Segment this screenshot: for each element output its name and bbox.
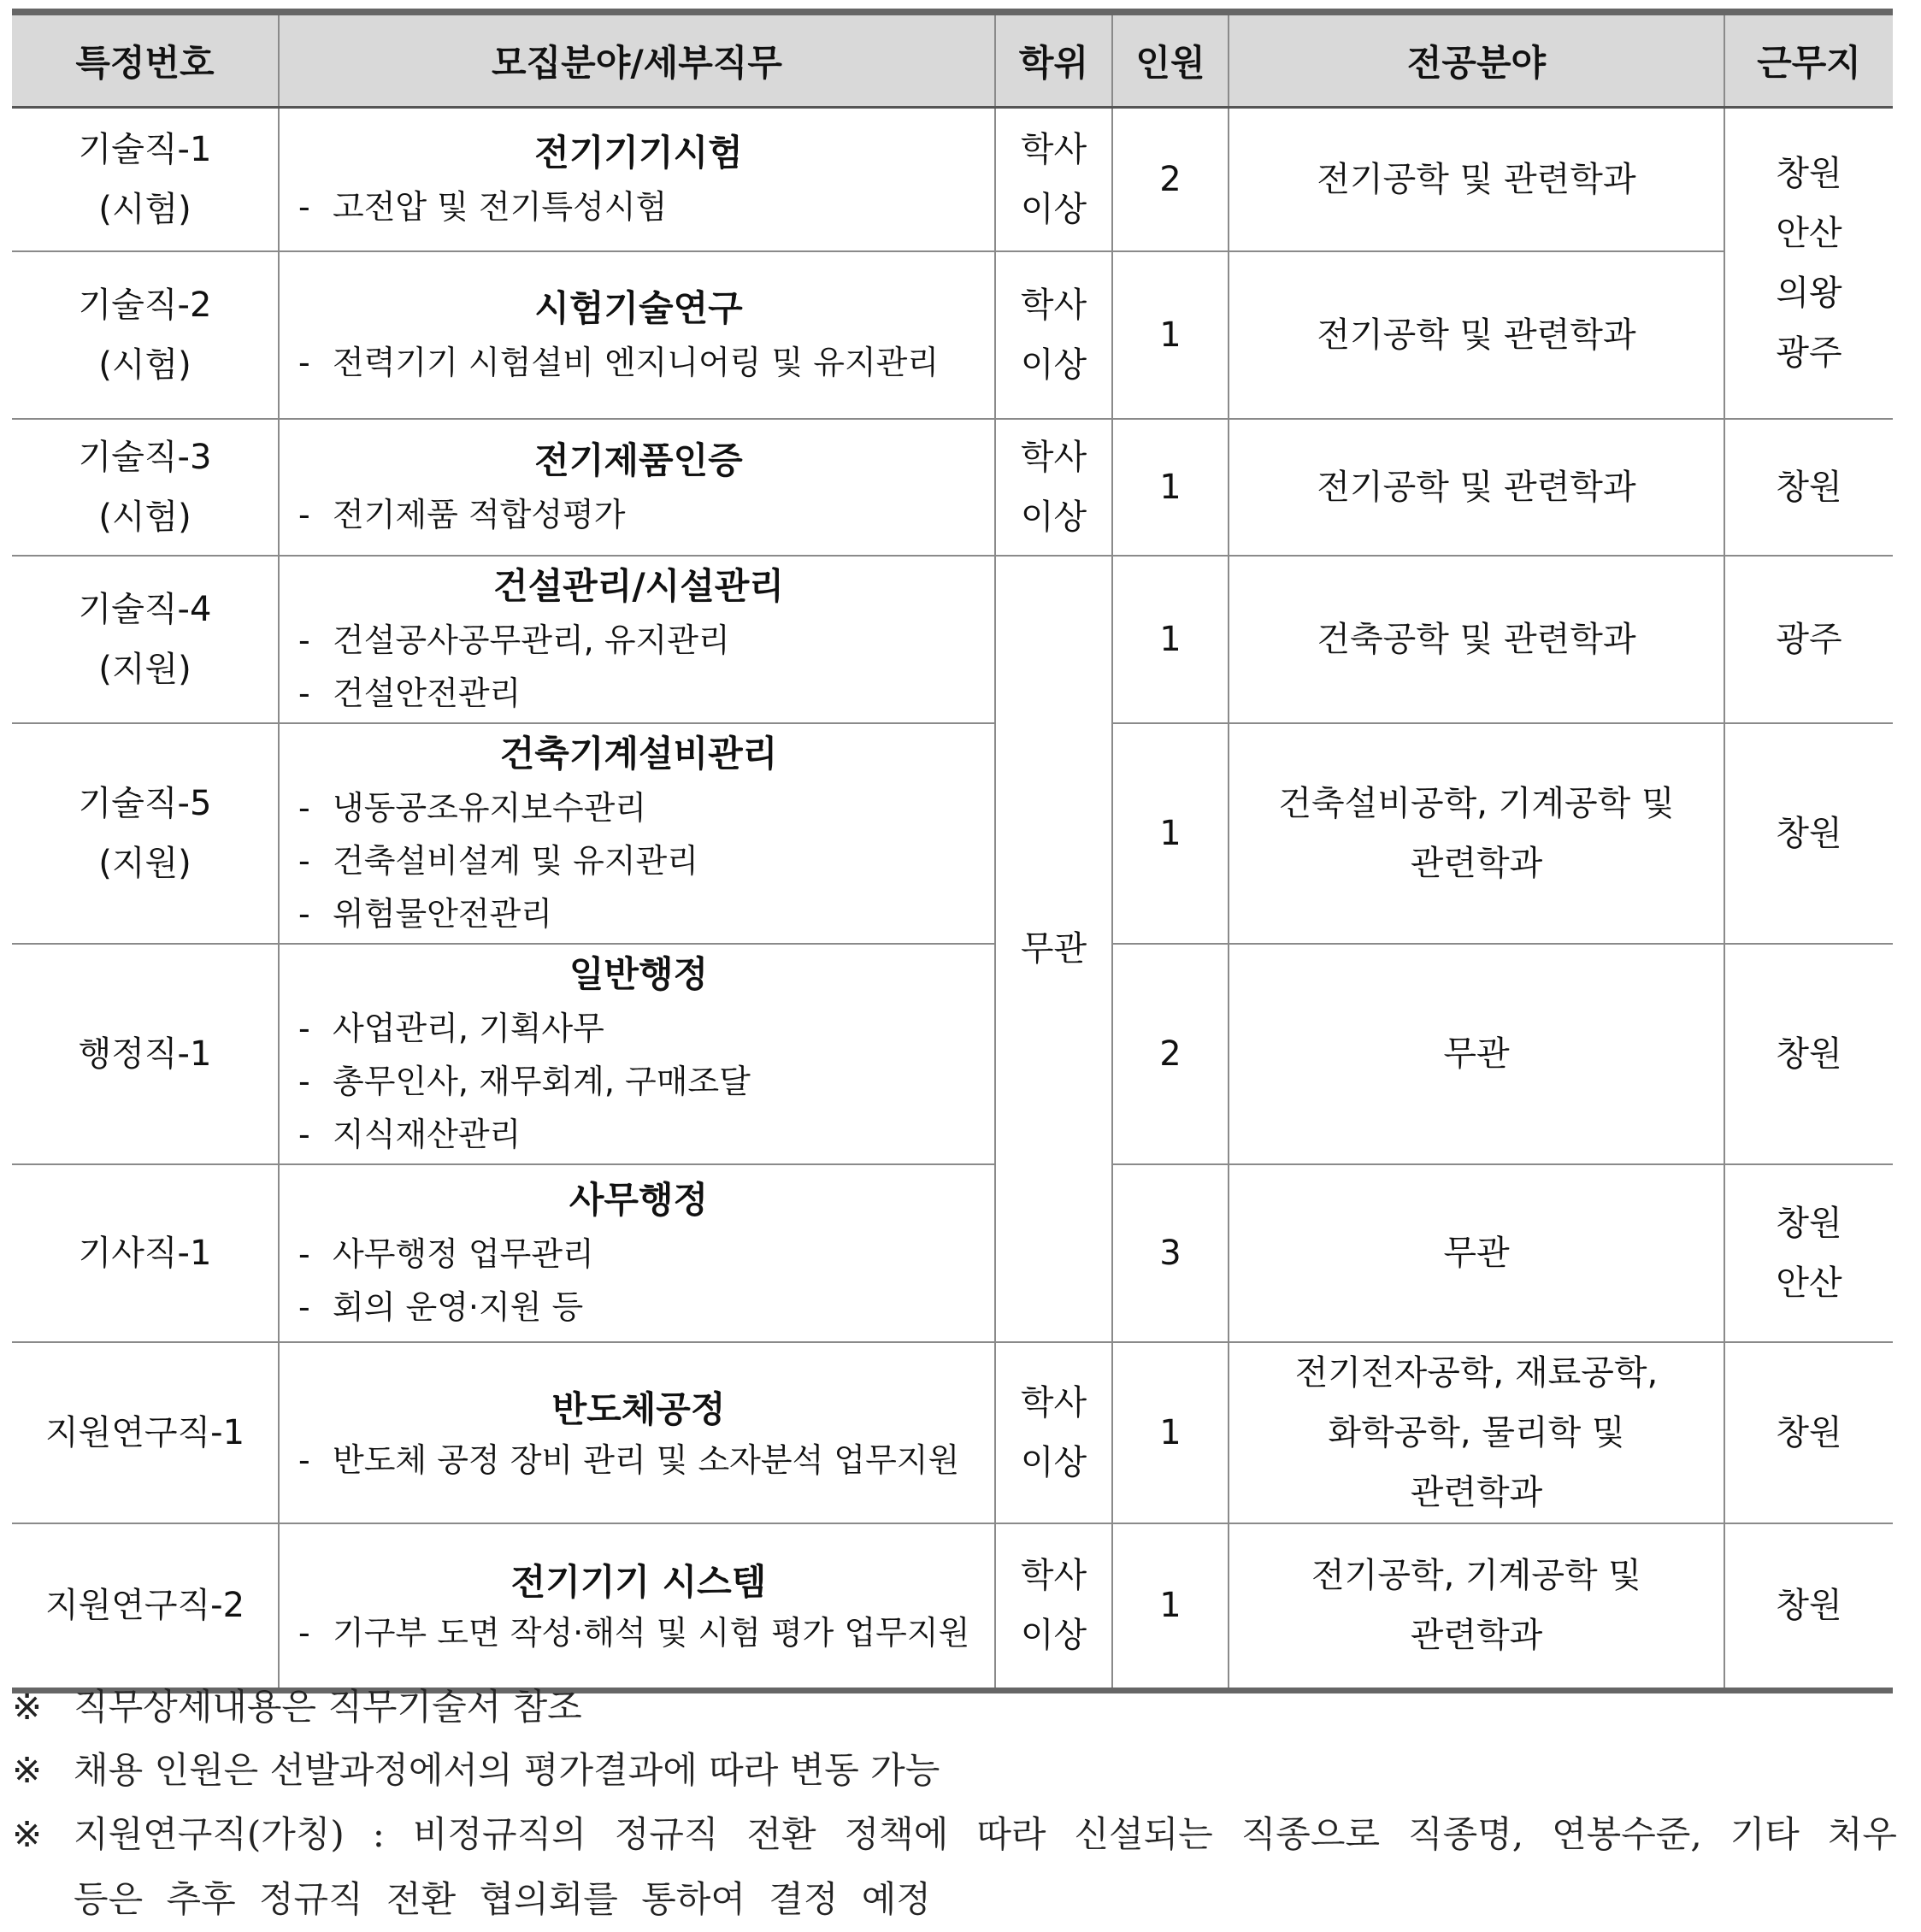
table-row [12,1164,1893,1342]
job-field [279,723,995,944]
header-row [12,12,1893,108]
headcount: 3 [1112,1164,1229,1342]
headcount: 1 [1112,419,1229,556]
duty-item: - 회의 운영·지원 등 [297,1281,981,1334]
headcount: 1 [1112,1523,1229,1691]
duty-item: - 기구부 도면 작성·해석 및 시험 평가 업무지원 [297,1610,981,1656]
note-text: 채용 인원은 선발과정에서의 평가결과에 따라 변동 가능 [74,1749,940,1791]
degree: 학사 이상 [995,108,1112,251]
field-title: 반도체공정 [551,1387,726,1430]
reference-mark-icon: ※ [12,1686,43,1728]
location: 창원 [1724,1342,1893,1523]
job-id: 행정직-1 [12,944,279,1164]
table-row [12,556,1893,723]
job-field [279,556,995,723]
headcount: 2 [1112,944,1229,1164]
duty-item: - 건축설비설계 및 유지관리 [297,834,981,887]
location: 창원 안산 의왕 광주 [1724,108,1893,419]
job-field [279,108,995,251]
job-id: 기술직-5 (지원) [12,723,279,944]
location: 창원 [1724,944,1893,1164]
header-degree: 학위 [995,12,1112,108]
location: 창원 [1724,419,1893,556]
note-item [12,1802,1897,1932]
job-id: 기사직-1 [12,1164,279,1342]
location: 창원 [1724,1523,1893,1691]
field-title: 전기기기시험 [534,131,743,174]
degree: 학사 이상 [995,1342,1112,1523]
job-field [279,251,995,419]
location: 창원 [1724,723,1893,944]
job-field [279,1342,995,1523]
degree-shared: 무관 [995,556,1112,1342]
header-major: 전공분야 [1229,12,1724,108]
table-row [12,1523,1893,1691]
job-field [279,1523,995,1691]
headcount: 1 [1112,556,1229,723]
table-row [12,108,1893,251]
degree: 학사 이상 [995,251,1112,419]
major: 전기공학 및 관련학과 [1229,419,1724,556]
table-row [12,944,1893,1164]
major: 건축설비공학, 기계공학 및 관련학과 [1229,723,1724,944]
header-field: 모집분야/세부직무 [279,12,995,108]
table-row [12,251,1893,419]
major: 전기전자공학, 재료공학, 화학공학, 물리학 및 관련학과 [1229,1342,1724,1523]
job-id: 지원연구직-2 [12,1523,279,1691]
header-count: 인원 [1112,12,1229,108]
note-item [12,1676,1897,1739]
major: 전기공학 및 관련학과 [1229,251,1724,419]
note-text: 지원연구직(가칭) : 비정규직의 정규직 전환 정책에 따라 신설되는 직종으로 직종명, 연봉수준, 기타 처우 등은 추후 정규직 전환 협의회를 통하여 결정 예정 [74,1813,1897,1920]
note-item [12,1739,1897,1802]
headcount: 1 [1112,251,1229,419]
job-id: 지원연구직-1 [12,1342,279,1523]
job-field [279,1164,995,1342]
field-title: 사무행정 [569,1178,709,1221]
duty-item: - 위험물안전관리 [297,887,981,940]
job-id: 기술직-1 (시험) [12,108,279,251]
field-title: 시험기술연구 [534,286,743,329]
recruitment-table [12,9,1893,1693]
location: 광주 [1724,556,1893,723]
job-field [279,419,995,556]
table-row [12,723,1893,944]
field-title: 건설관리/시설관리 [493,564,784,607]
duty-item: - 사무행정 업무관리 [297,1228,981,1281]
reference-mark-icon: ※ [12,1813,43,1855]
major: 무관 [1229,944,1724,1164]
major: 무관 [1229,1164,1724,1342]
degree: 학사 이상 [995,1523,1112,1691]
duty-item: - 반도체 공정 장비 관리 및 소자분석 업무지원 [297,1437,981,1483]
degree: 학사 이상 [995,419,1112,556]
job-field [279,944,995,1164]
table-row [12,419,1893,556]
duty-item: - 고전압 및 전기특성시험 [297,180,981,233]
major: 건축공학 및 관련학과 [1229,556,1724,723]
notes [12,1676,1897,1932]
major: 전기공학 및 관련학과 [1229,108,1724,251]
job-id: 기술직-3 (시험) [12,419,279,556]
duty-item: - 전력기기 시험설비 엔지니어링 및 유지관리 [297,336,981,389]
duty-item: - 건설공사공무관리, 유지관리 [297,614,981,667]
job-id: 기술직-4 (지원) [12,556,279,723]
header-location: 근무지 [1724,12,1893,108]
field-title: 일반행정 [569,952,709,995]
headcount: 2 [1112,108,1229,251]
location: 창원 안산 [1724,1164,1893,1342]
duty-item: - 전기제품 적합성평가 [297,488,981,541]
job-id: 기술직-2 (시험) [12,251,279,419]
headcount: 1 [1112,723,1229,944]
table-row [12,1342,1893,1523]
duty-item: - 지식재산관리 [297,1108,981,1161]
headcount: 1 [1112,1342,1229,1523]
header-id: 특정번호 [12,12,279,108]
duty-item: - 총무인사, 재무회계, 구매조달 [297,1055,981,1108]
note-text: 직무상세내용은 직무기술서 참조 [74,1686,582,1728]
duty-item: - 건설안전관리 [297,667,981,720]
field-title: 전기기기 시스템 [510,1561,767,1604]
field-title: 건축기계설비관리 [499,732,778,775]
duty-item: - 사업관리, 기획사무 [297,1002,981,1055]
major: 전기공학, 기계공학 및 관련학과 [1229,1523,1724,1691]
field-title: 전기제품인증 [534,439,743,481]
reference-mark-icon: ※ [12,1749,43,1791]
duty-item: - 냉동공조유지보수관리 [297,781,981,834]
